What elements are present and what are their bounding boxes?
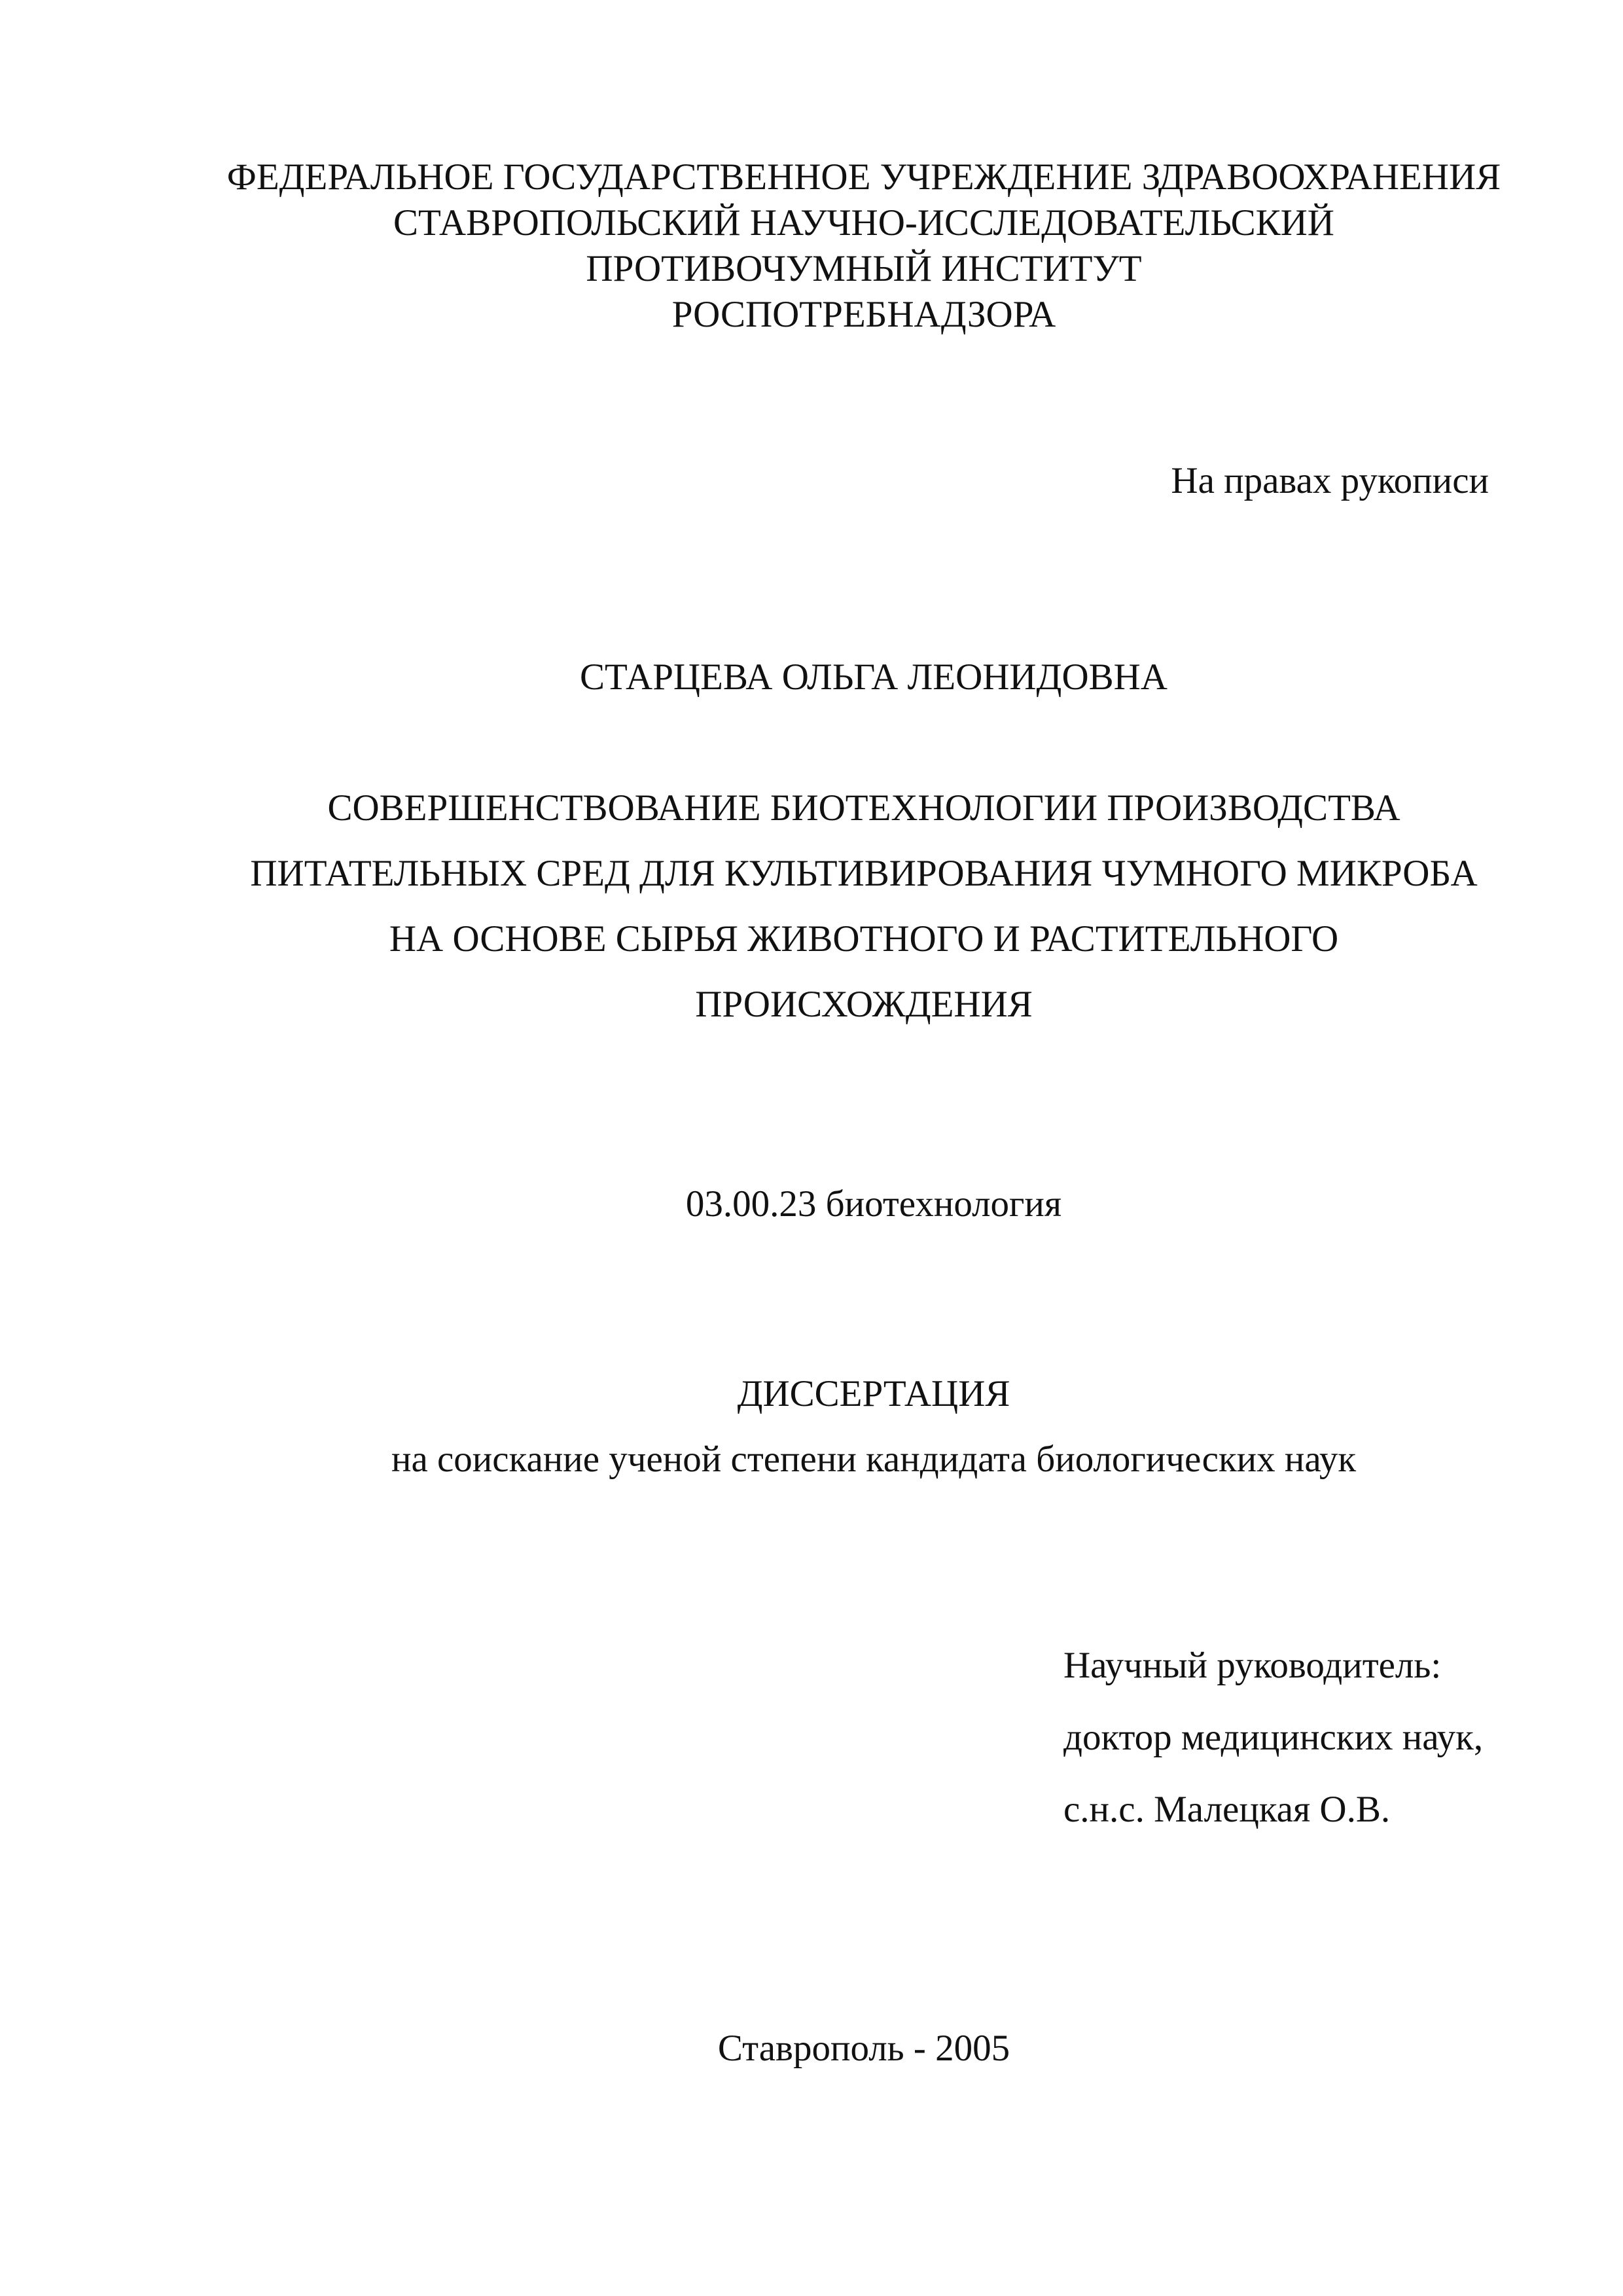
document-type: ДИССЕРТАЦИЯ bbox=[737, 1373, 1010, 1414]
degree-note: на соискание ученой степени кандидата биологических наук bbox=[391, 1439, 1357, 1480]
supervisor-block bbox=[1063, 1630, 1483, 1846]
thesis-title-line: СОВЕРШЕНСТВОВАНИЕ БИОТЕХНОЛОГИИ ПРОИЗВОДСТВА bbox=[327, 787, 1400, 829]
institution-line: СТАВРОПОЛЬСКИЙ НАУЧНО-ИССЛЕДОВАТЕЛЬСКИЙ bbox=[393, 202, 1334, 243]
institution-header bbox=[131, 154, 1597, 338]
supervisor-line: с.н.с. Малецкая О.В. bbox=[1063, 1789, 1391, 1830]
thesis-title bbox=[131, 776, 1597, 1037]
institution-line: ФЕДЕРАЛЬНОЕ ГОСУДАРСТВЕННОЕ УЧРЕЖДЕНИЕ ЗДРАВООХРАНЕНИЯ bbox=[226, 156, 1501, 198]
thesis-title-line: ПРОИСХОЖДЕНИЯ bbox=[695, 984, 1033, 1025]
thesis-title-line: НА ОСНОВЕ СЫРЬЯ ЖИВОТНОГО И РАСТИТЕЛЬНОГО bbox=[389, 918, 1339, 960]
manuscript-note: На правах рукописи bbox=[1171, 460, 1489, 501]
supervisor-line: доктор медицинских наук, bbox=[1063, 1717, 1484, 1758]
institution-line: ПРОТИВОЧУМНЫЙ ИНСТИТУТ bbox=[586, 248, 1142, 289]
specialty: 03.00.23 биотехнология bbox=[685, 1183, 1062, 1225]
institution-line: РОСПОТРЕБНАДЗОРА bbox=[671, 294, 1056, 335]
supervisor-line: Научный руководитель: bbox=[1063, 1645, 1442, 1686]
author-name: СТАРЦЕВА ОЛЬГА ЛЕОНИДОВНА bbox=[580, 656, 1168, 698]
city-year: Ставрополь - 2005 bbox=[717, 2028, 1010, 2069]
thesis-title-line: ПИТАТЕЛЬНЫХ СРЕД ДЛЯ КУЛЬТИВИРОВАНИЯ ЧУМНОГО МИКРОБА bbox=[250, 853, 1478, 894]
